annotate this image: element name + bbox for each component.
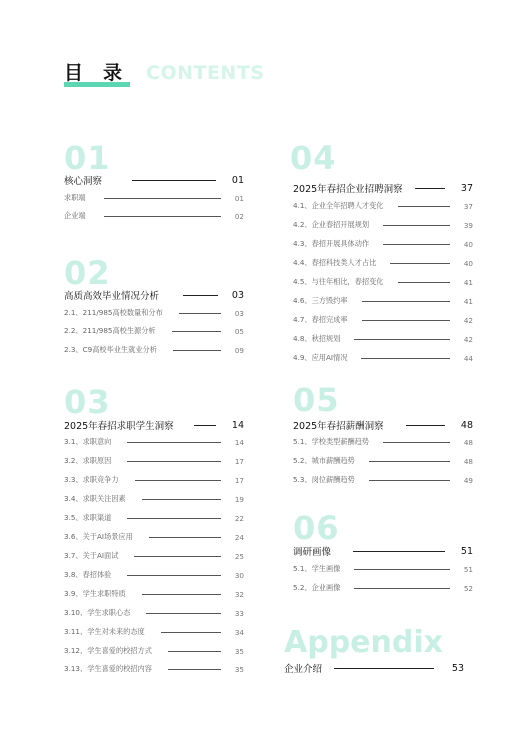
toc-item[interactable]: 4.1、企业全年招聘人才变化 37 bbox=[293, 201, 473, 211]
toc-item[interactable]: 4.5、与往年相比，春招变化 41 bbox=[293, 277, 473, 287]
section-page: 48 bbox=[460, 419, 473, 431]
toc-item[interactable]: 3.3、求职竞争力 17 bbox=[64, 475, 244, 485]
section-number-03: 03 bbox=[64, 383, 111, 421]
page-title-en: CONTENTS bbox=[146, 62, 265, 84]
toc-section-05[interactable] bbox=[293, 418, 473, 432]
section-number-05: 05 bbox=[293, 381, 340, 419]
section-number-02: 02 bbox=[64, 254, 111, 292]
toc-item[interactable]: 2.1、211/985高校数量和分布 03 bbox=[64, 308, 244, 318]
toc-item[interactable]: 3.5、求职渠道 22 bbox=[64, 513, 244, 523]
leader-line bbox=[353, 551, 445, 552]
toc-section-03[interactable] bbox=[64, 418, 244, 432]
section-page: 14 bbox=[231, 419, 244, 431]
toc-item[interactable]: 4.9、应用AI情况 44 bbox=[293, 353, 473, 363]
toc-item[interactable]: 5.2、企业画像 52 bbox=[293, 583, 473, 593]
toc-item[interactable]: 3.4、求职关注因素 19 bbox=[64, 494, 244, 504]
leader-line bbox=[194, 425, 216, 426]
toc-item[interactable]: 企业端 02 bbox=[64, 211, 244, 221]
toc-item[interactable]: 5.1、学校类型薪酬趋势 48 bbox=[293, 437, 473, 447]
section-title: 调研画像 bbox=[293, 547, 332, 558]
section-page: 51 bbox=[460, 545, 473, 557]
leader-line bbox=[334, 668, 434, 669]
toc-item[interactable]: 3.13、学生喜爱的校招内容 35 bbox=[64, 664, 244, 674]
toc-item[interactable]: 3.12、学生喜爱的校招方式 35 bbox=[64, 646, 244, 656]
leader-line bbox=[132, 180, 216, 181]
toc-item[interactable]: 3.10、学生求职心态 33 bbox=[64, 608, 244, 618]
section-number-01: 01 bbox=[64, 139, 111, 177]
toc-item[interactable]: 3.1、求职意向 14 bbox=[64, 437, 244, 447]
section-title: 2025年春招薪酬洞察 bbox=[293, 421, 384, 432]
toc-item[interactable]: 3.7、关于AI面试 25 bbox=[64, 551, 244, 561]
section-number-06: 06 bbox=[293, 509, 340, 547]
appendix-heading: Appendix bbox=[284, 625, 443, 660]
toc-item[interactable]: 5.3、岗位薪酬趋势 49 bbox=[293, 475, 473, 485]
toc-section-04[interactable] bbox=[293, 181, 473, 195]
toc-item[interactable]: 4.8、秋招规划 42 bbox=[293, 334, 473, 344]
toc-item[interactable]: 4.3、春招开展具体动作 40 bbox=[293, 239, 473, 249]
toc-item[interactable]: 3.6、关于AI场景应用 24 bbox=[64, 532, 244, 542]
section-title: 核心洞察 bbox=[64, 176, 103, 187]
section-page: 01 bbox=[231, 174, 244, 186]
section-title: 2025年春招求职学生洞察 bbox=[64, 421, 174, 432]
toc-section-06[interactable] bbox=[293, 544, 473, 558]
section-title: 2025年春招企业招聘洞察 bbox=[293, 184, 403, 195]
toc-header bbox=[64, 58, 264, 88]
toc-item[interactable]: 4.6、三方毁约率 41 bbox=[293, 296, 473, 306]
toc-item[interactable]: 4.7、春招完成率 42 bbox=[293, 315, 473, 325]
leader-line bbox=[406, 425, 445, 426]
toc-item[interactable]: 求职端 01 bbox=[64, 193, 244, 203]
toc-item[interactable]: 5.2、城市薪酬趋势 48 bbox=[293, 456, 473, 466]
toc-item[interactable]: 2.2、211/985高校生源分析 05 bbox=[64, 326, 244, 336]
leader-line bbox=[183, 295, 218, 296]
section-title: 高质高效毕业情况分析 bbox=[64, 291, 160, 302]
section-number-04: 04 bbox=[290, 139, 337, 177]
page-title: 目录 bbox=[64, 62, 143, 84]
section-page: 03 bbox=[231, 289, 244, 301]
toc-item[interactable]: 2.3、C9高校毕业生就业分析 09 bbox=[64, 345, 244, 355]
toc-appendix[interactable] bbox=[284, 661, 464, 675]
section-page: 53 bbox=[451, 662, 464, 674]
toc-item[interactable]: 3.8、春招体验 30 bbox=[64, 570, 244, 580]
section-page: 37 bbox=[460, 182, 473, 194]
section-title: 企业介绍 bbox=[284, 664, 323, 675]
toc-section-02[interactable] bbox=[64, 288, 244, 302]
toc-section-01[interactable] bbox=[64, 173, 244, 187]
toc-item[interactable]: 5.1、学生画像 51 bbox=[293, 564, 473, 574]
toc-item[interactable]: 3.2、求职原因 17 bbox=[64, 456, 244, 466]
leader-line bbox=[415, 188, 445, 189]
toc-item[interactable]: 4.4、春招科技类人才占比 40 bbox=[293, 258, 473, 268]
toc-item[interactable]: 4.2、企业春招开展规划 39 bbox=[293, 220, 473, 230]
toc-item[interactable]: 3.11、学生对未来的态度 34 bbox=[64, 627, 244, 637]
toc-item[interactable]: 3.9、学生求职特质 32 bbox=[64, 589, 244, 599]
